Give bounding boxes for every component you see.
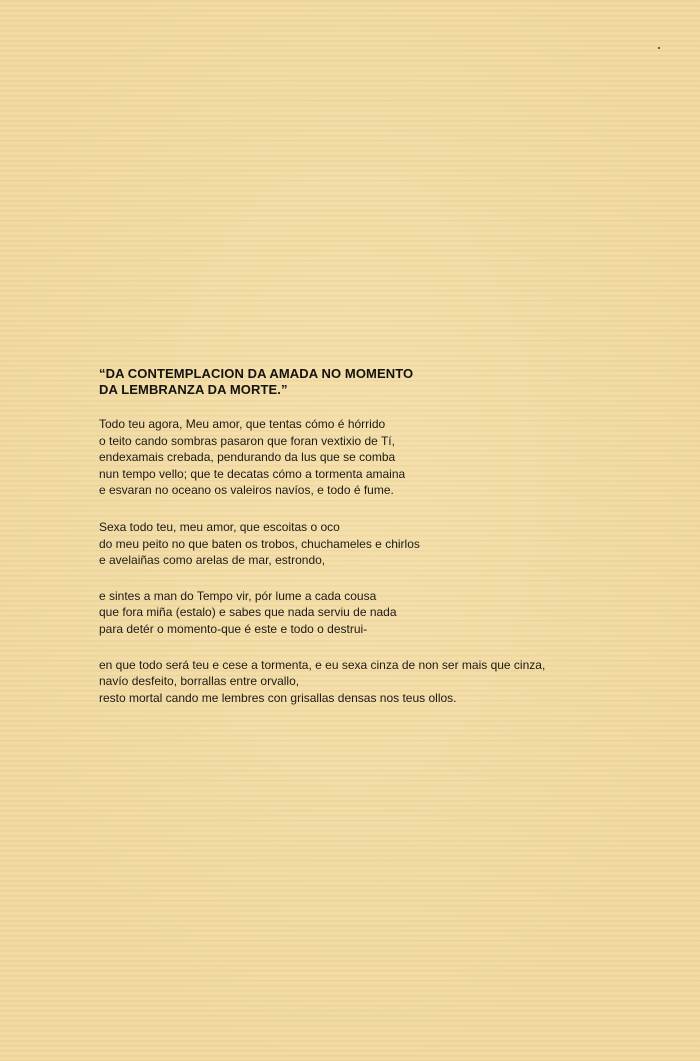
verse-line: navío desfeito, borrallas entre orvallo, <box>99 674 300 689</box>
poem-title <box>99 366 694 398</box>
stanza-1 <box>99 416 694 499</box>
verse-line: Todo teu agora, Meu amor, que tentas cómo é hórrido <box>99 417 386 431</box>
verse-line: e esvaran no oceano os valeiros navíos, e todo é fume. <box>99 483 394 498</box>
verse-line: resto mortal cando me lembres con grisallas densas nos teus ollos. <box>99 690 457 705</box>
verse-line: nun tempo vello; que te decatas cómo a tormenta amaina <box>99 466 406 481</box>
poem <box>99 366 694 706</box>
stanza-3 <box>99 588 694 638</box>
paper-speck <box>658 47 660 49</box>
verse-line: Sexa todo teu, meu amor, que escoitas o oco <box>99 519 340 534</box>
verse-line: en que todo será teu e cese a tormenta, e eu sexa cinza de non ser mais que cinza, <box>99 657 546 672</box>
verse-line: e sintes a man do Tempo vir, pór lume a cada cousa <box>99 588 377 603</box>
verse-line: que fora miña (estalo) e sabes que nada serviu de nada <box>99 605 397 620</box>
verse-line: endexamais crebada, pendurando da lus que se comba <box>99 450 396 465</box>
verse-line: e avelaiñas como arelas de mar, estrondo, <box>99 553 326 568</box>
verse-line: do meu peito no que baten os trobos, chuchameles e chirlos <box>99 536 420 551</box>
stanza-2 <box>99 519 694 569</box>
verse-line: o teito cando sombras pasaron que foran vextixio de Tí, <box>99 433 395 448</box>
verse-line: para detér o momento-que é este e todo o destrui- <box>99 621 368 636</box>
stanza-4 <box>99 657 694 707</box>
poem-title-line: “DA CONTEMPLACION DA AMADA NO MOMENTO <box>99 366 414 381</box>
poem-title-line: DA LEMBRANZA DA MORTE.” <box>99 382 288 397</box>
